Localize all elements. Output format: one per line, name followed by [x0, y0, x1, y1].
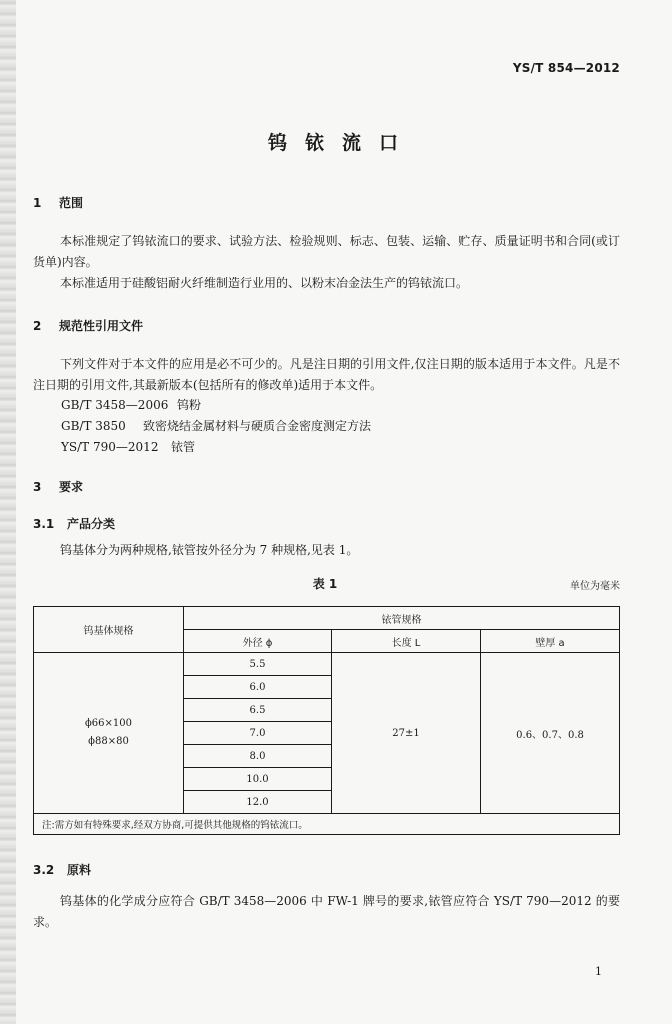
table-row: [34, 814, 620, 835]
document-title: 钨铱流口: [267, 132, 416, 154]
spec-table: [33, 606, 620, 835]
section-title: 产品分类: [67, 517, 116, 531]
outer-diameter-cell: 5.5: [184, 653, 332, 676]
outer-diameter-cell: 10.0: [184, 768, 332, 791]
table-caption: 表 1: [312, 577, 338, 591]
outer-diameter-cell: 7.0: [184, 722, 332, 745]
section-title: 范围: [59, 196, 84, 210]
header-tube-spec: 铱管规格: [184, 607, 620, 630]
outer-diameter-cell: 6.5: [184, 699, 332, 722]
section-number: 2: [33, 319, 42, 333]
document-number: YS/T 854—2012: [512, 61, 620, 75]
section-1-heading: [33, 194, 83, 211]
section-3-2-heading: [33, 861, 91, 878]
reference-item: [61, 438, 195, 455]
section-3-1-paragraph: 钨基体分为两种规格,铱管按外径分为 7 种规格,见表 1。: [60, 543, 359, 557]
reference-item: [61, 396, 201, 413]
outer-diameter-cell: 6.0: [184, 676, 332, 699]
section-number: 3: [33, 480, 42, 494]
section-2-paragraph-1: 下列文件对于本文件的应用是必不可少的。凡是注日期的引用文件,仅注日期的版本适用于本文件。凡是不注日期的引用文件,其最新版本(包括所有的修改单)适用于本文件。: [33, 357, 620, 392]
header-length: 长度 L: [332, 630, 481, 653]
wall-cell: 0.6、0.7、0.8: [481, 653, 620, 814]
header-wall: 壁厚 a: [481, 630, 620, 653]
reference-name: 钨粉: [177, 398, 202, 412]
outer-diameter-cell: 8.0: [184, 745, 332, 768]
table-unit: 单位为毫米: [570, 581, 620, 592]
reference-name: 致密烧结金属材料与硬质合金密度测定方法: [143, 419, 372, 433]
base-spec-cell: [34, 653, 184, 814]
reference-item: [61, 417, 371, 434]
table-row: [34, 653, 620, 676]
table-row: [34, 607, 620, 630]
section-number: 1: [33, 196, 42, 210]
section-3-2-paragraph: 钨基体的化学成分应符合 GB/T 3458—2006 中 FW-1 牌号的要求,铱管应符合 YS/T 790—2012 的要求。: [33, 894, 620, 929]
length-cell: 27±1: [332, 653, 481, 814]
base-spec-value: ϕ88×80: [88, 736, 129, 747]
section-number: 3.2: [33, 863, 55, 877]
reference-name: 铱管: [171, 440, 196, 454]
outer-diameter-cell: 12.0: [184, 791, 332, 814]
table-note: 注:需方如有特殊要求,经双方协商,可提供其他规格的钨铱流口。: [34, 814, 620, 835]
section-title: 规范性引用文件: [59, 319, 144, 333]
section-title: 要求: [59, 480, 84, 494]
section-title: 原料: [67, 863, 92, 877]
base-spec-value: ϕ66×100: [84, 718, 132, 729]
section-1-paragraph-1: 本标准规定了钨铱流口的要求、试验方法、检验规则、标志、包装、运输、贮存、质量证明书和合同(或订货单)内容。: [33, 234, 620, 269]
section-3-1-heading: [33, 515, 115, 532]
header-outer-diameter: 外径 ϕ: [184, 630, 332, 653]
page-number: 1: [595, 965, 602, 978]
header-base-spec: 钨基体规格: [34, 607, 184, 653]
reference-code: GB/T 3850: [61, 419, 126, 433]
section-number: 3.1: [33, 517, 55, 531]
section-3-heading: [33, 478, 83, 495]
reference-code: YS/T 790—2012: [61, 440, 159, 454]
section-2-heading: [33, 317, 143, 334]
section-1-paragraph-2: 本标准适用于硅酸铝耐火纤维制造行业用的、以粉末冶金法生产的钨铱流口。: [60, 276, 469, 290]
reference-code: GB/T 3458—2006: [61, 398, 169, 412]
